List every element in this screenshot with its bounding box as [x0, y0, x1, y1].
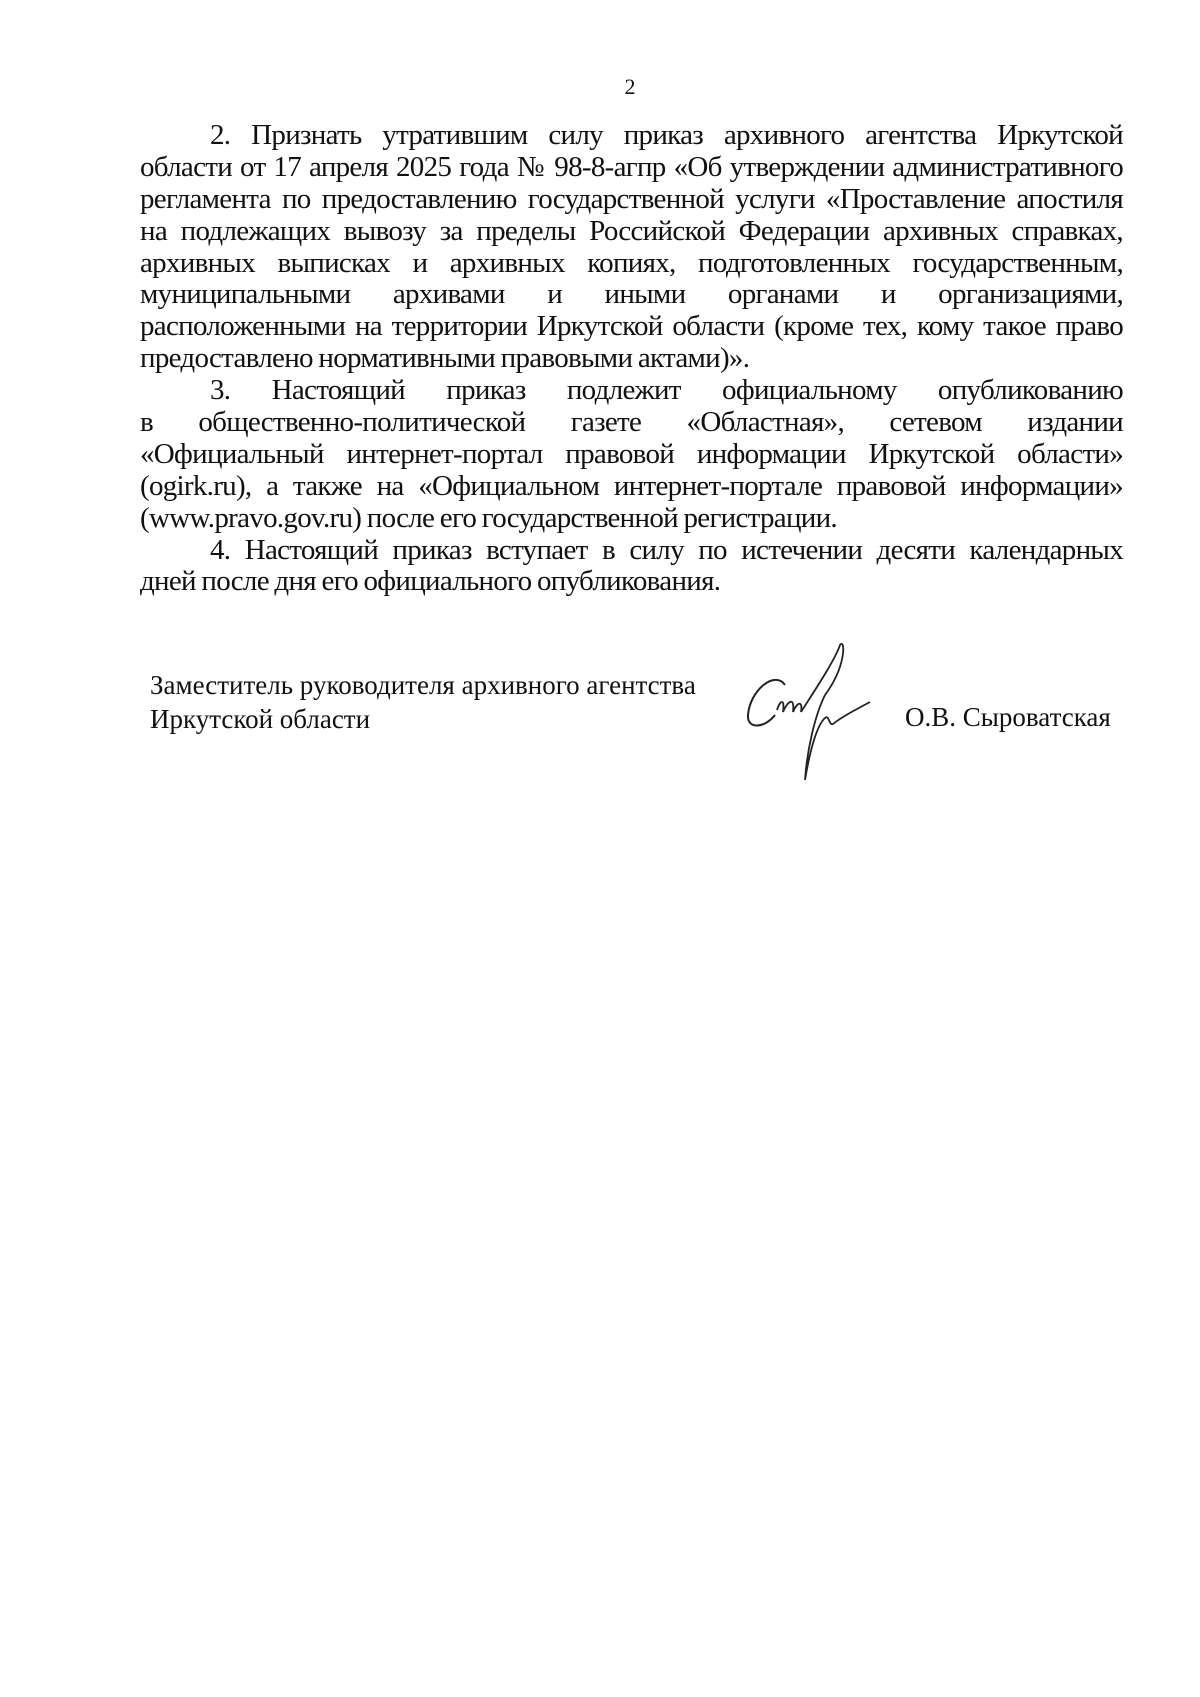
text-line: 4. Настоящий приказ вступает в силу по истечении десяти календарных: [210, 533, 1123, 566]
text-line: области от 17 апреля 2025 года № 98-8-агпр «Об утверждении административного: [140, 150, 1123, 183]
handwritten-signature: [745, 640, 905, 800]
paragraph-4: [140, 535, 1123, 599]
text-line: «Официальный интернет-портал правовой информации Иркутской области»: [140, 437, 1123, 470]
text-line: предоставлено нормативными правовыми актами)».: [140, 342, 750, 375]
signatory-position-line1: Заместитель руководителя архивного агентства: [150, 670, 696, 700]
signatory-position-line2: Иркутской области: [150, 704, 371, 734]
text-line: расположенными на территории Иркутской области (кроме тех, кому такое право: [140, 310, 1123, 343]
page-number: 2: [624, 74, 636, 99]
text-line: в общественно-политической газете «Областная», сетевом издании: [140, 406, 1123, 439]
text-line: архивных выписках и архивных копиях, подготовленных государственным,: [140, 246, 1123, 279]
text-line: регламента по предоставлению государственной услуги «Проставление апостиля: [140, 182, 1123, 215]
text-line: муниципальными архивами и иными органами и организациями,: [140, 278, 1123, 311]
text-line: 2. Признать утратившим силу приказ архивного агентства Иркутской: [210, 119, 1123, 151]
text-line: на подлежащих вывозу за пределы Российской Федерации архивных справках,: [140, 214, 1123, 247]
text-line: (ogirk.ru), а также на «Официальном интернет-портале правовой информации»: [140, 469, 1123, 502]
text-line: дней после дня его официального опубликования.: [140, 565, 721, 598]
text-line: (www.pravo.gov.ru) после его государственной регистрации.: [140, 501, 837, 534]
signatory-name: О.В. Сыроватская: [905, 702, 1111, 732]
paragraph-3: [140, 375, 1123, 534]
document-body: [140, 120, 1123, 598]
signatory-position: [150, 668, 696, 736]
text-line: 3. Настоящий приказ подлежит официальному опубликованию: [210, 374, 1123, 407]
paragraph-2: [140, 120, 1123, 375]
